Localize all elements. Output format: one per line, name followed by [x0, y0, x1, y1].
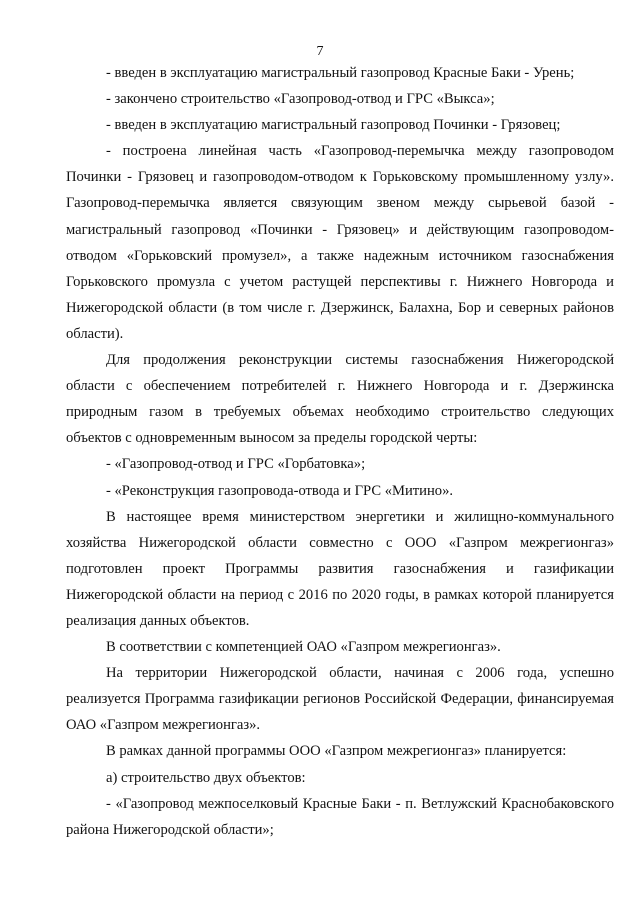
paragraph-6: - «Газопровод-отвод и ГРС «Горбатовка»;: [106, 456, 366, 473]
paragraph-2: - закончено строительство «Газопровод-отвод и ГРС «Выкса»;: [106, 91, 495, 108]
paragraph-11: В рамках данной программы ООО «Газпром межрегионгаз» планируется:: [106, 743, 567, 760]
paragraph-7: - «Реконструкция газопровода-отвода и ГРС «Митино».: [106, 482, 454, 499]
paragraph-9: В соответствии с компетенцией ОАО «Газпром межрегионгаз».: [106, 639, 501, 656]
paragraph-12: а) строительство двух объектов:: [106, 769, 306, 786]
paragraph-4: - построена линейная часть «Газопровод-перемычка между газопроводом Починки - Грязовец и газопроводом-отводом к Горьковскому промышленному узлу». Газопровод-перемычка является связующим звеном между сырьевой базой - магистральный газопровод «Починки - Грязовец» и действующим газопроводом-отводом «Горьковский промузел», а также надежным источником газоснабжения Горьковского промузла с учетом растущей перспективы г. Нижнего Новгорода и Нижегородской области (в том числе г. Дзержинск, Балахна, Бор и северных районов области).: [66, 143, 614, 342]
paragraph-10: На территории Нижегородской области, начиная с 2006 года, успешно реализуется Программа газификации регионов Российской Федерации, финансируемая ОАО «Газпром межрегионгаз».: [66, 665, 614, 734]
paragraph-5: Для продолжения реконструкции системы газоснабжения Нижегородской области с обеспечением потребителей г. Нижнего Новгорода и г. Дзержинска природным газом в требуемых объемах необходимо строительство следующих объектов с одновременным выносом за пределы городской черты:: [66, 352, 614, 447]
page-number: 7: [316, 44, 324, 59]
paragraph-13: - «Газопровод межпоселковый Красные Баки - п. Ветлужский Краснобаковского района Нижегородской области»;: [66, 795, 614, 838]
paragraph-8: В настоящее время министерством энергетики и жилищно-коммунального хозяйства Нижегородской области совместно с ООО «Газпром межрегионгаз» подготовлен проект Программы развития газоснабжения и газификации Нижегородской области на период с 2016 по 2020 годы, в рамках которой планируется реализация данных объектов.: [66, 508, 614, 629]
paragraph-3: - введен в эксплуатацию магистральный газопровод Починки - Грязовец;: [106, 117, 561, 134]
document-body: [66, 60, 614, 843]
paragraph-1: - введен в эксплуатацию магистральный газопровод Красные Баки - Урень;: [106, 65, 575, 81]
